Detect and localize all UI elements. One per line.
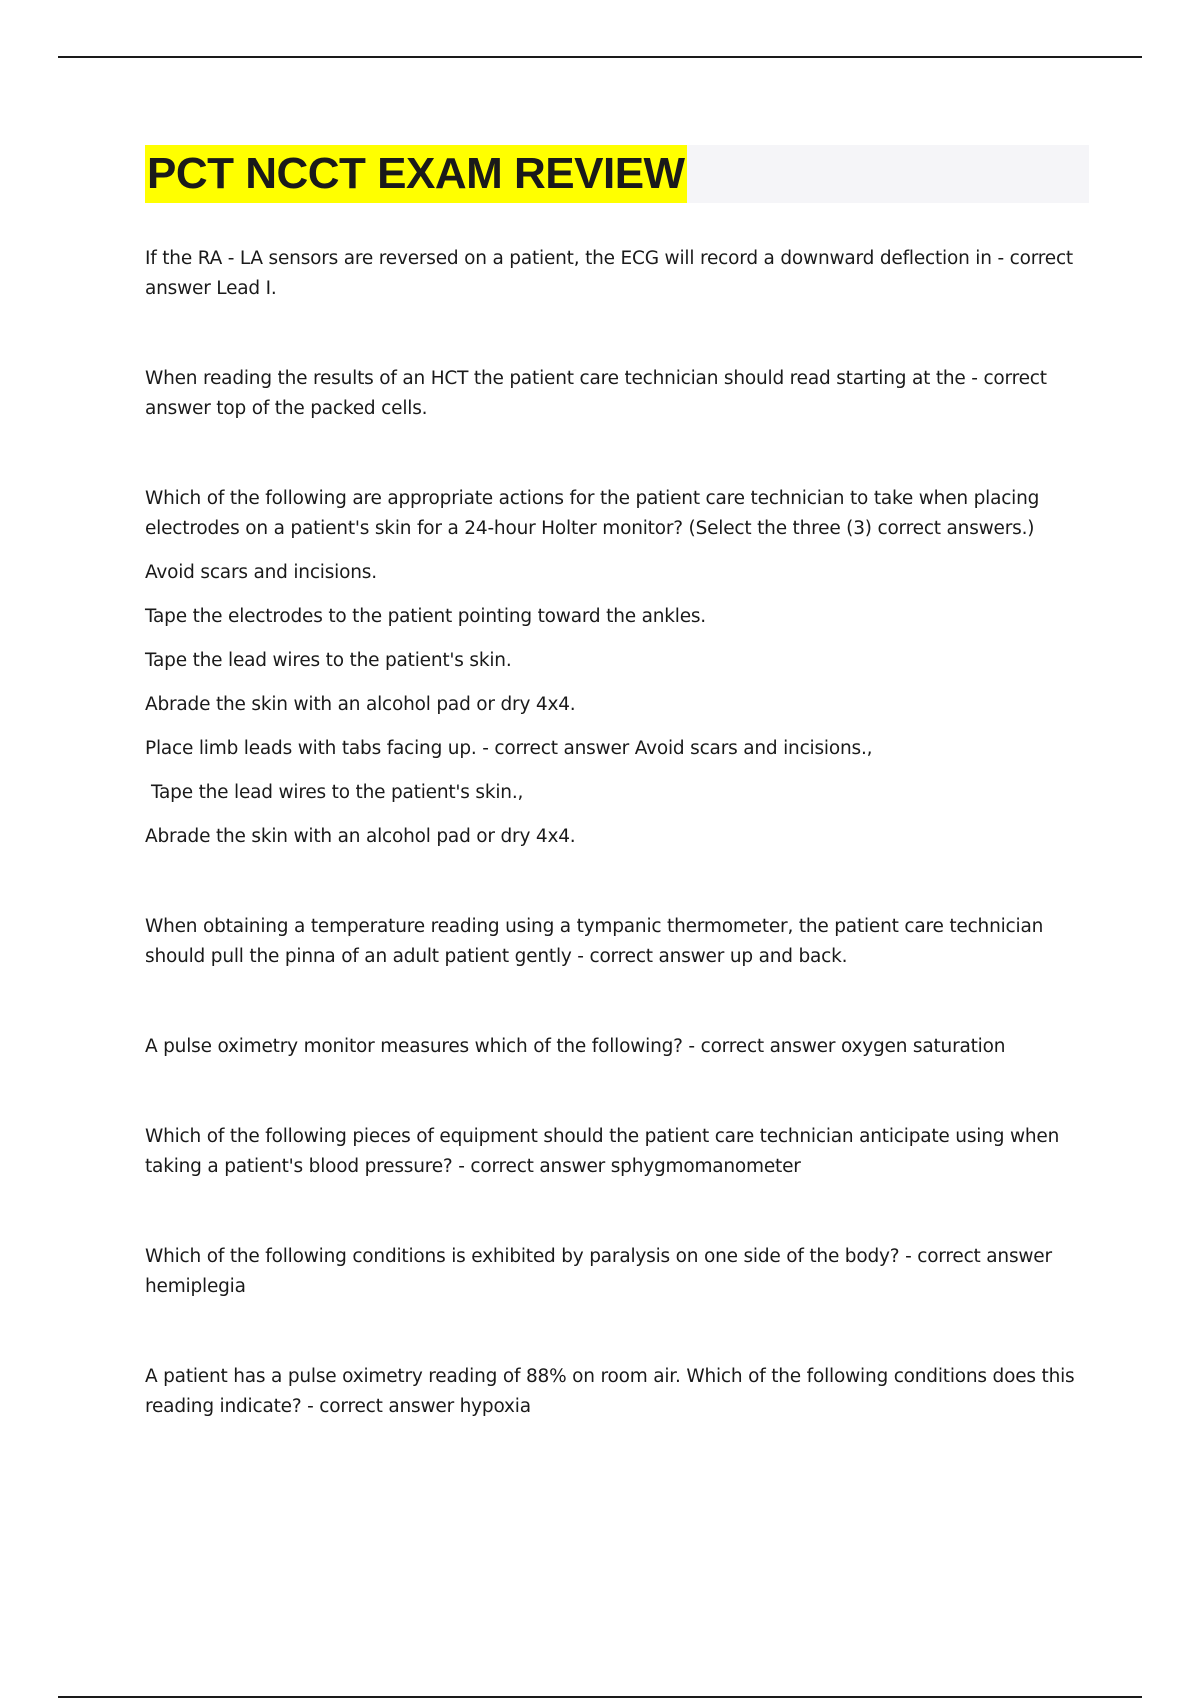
qa-item: A pulse oximetry monitor measures which of the following? - correct answer oxygen saturation — [145, 1036, 1006, 1057]
qa-item: Which of the following pieces of equipment should the patient care technician anticipate using when taking a patient's blood pressure? - correct answer sphygmomanometer — [145, 1126, 1060, 1177]
qa-item: A patient has a pulse oximetry reading of 88% on room air. Which of the following conditions does this reading indicate? - correct answer hypoxia — [145, 1366, 1075, 1417]
answer-option: Abrade the skin with an alcohol pad or dry 4x4. — [145, 694, 576, 715]
answer-option: Abrade the skin with an alcohol pad or dry 4x4. — [145, 826, 576, 847]
qa-item: When obtaining a temperature reading using a tympanic thermometer, the patient care technician should pull the pinna of an adult patient gently - correct answer up and back. — [145, 916, 1044, 967]
qa-item: Which of the following are appropriate actions for the patient care technician to take when placing electrodes on a patient's skin for a 24-hour Holter monitor? (Select the three (3) correct answers.) — [145, 488, 1040, 539]
qa-item: When reading the results of an HCT the patient care technician should read starting at the - correct answer top of the packed cells. — [145, 368, 1047, 419]
bottom-rule — [58, 1696, 1142, 1698]
document-body — [145, 244, 1085, 1422]
qa-item: Which of the following conditions is exhibited by paralysis on one side of the body? - correct answer hemiplegia — [145, 1246, 1052, 1297]
answer-option: Place limb leads with tabs facing up. - correct answer Avoid scars and incisions., — [145, 738, 873, 759]
answer-option: Tape the lead wires to the patient's skin. — [145, 650, 512, 671]
qa-item: If the RA - LA sensors are reversed on a patient, the ECG will record a downward deflection in - correct answer Lead I. — [145, 248, 1073, 299]
answer-option: Tape the lead wires to the patient's skin., — [151, 782, 524, 803]
top-rule — [58, 56, 1142, 58]
page-title: PCT NCCT EXAM REVIEW — [145, 145, 687, 203]
answer-option: Avoid scars and incisions. — [145, 562, 377, 583]
answer-option: Tape the electrodes to the patient pointing toward the ankles. — [145, 606, 706, 627]
